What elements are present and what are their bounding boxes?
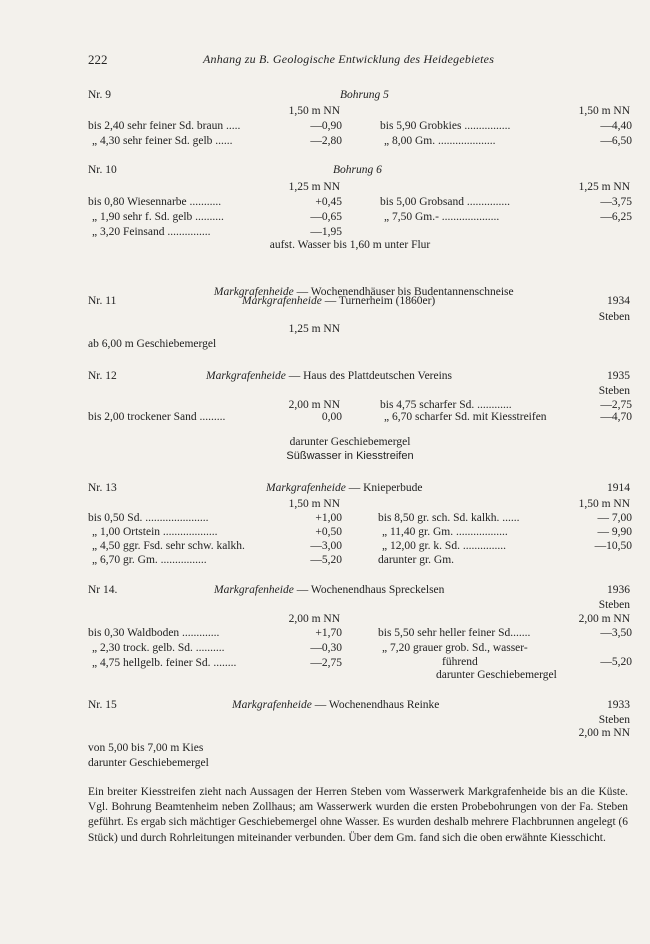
page-header [88,52,640,68]
entry-year: 1935 [607,370,630,382]
layer-value: —4,40 [600,120,632,132]
layer-value: —10,50 [594,540,632,552]
right-elevation: 1,50 m NN [578,498,630,510]
layer-depth: bis 8,50 gr. sch. Sd. kalkh. ...... [378,512,520,524]
layer-depth: „ 7,50 Gm.- .................... [384,211,500,223]
entry-number: Nr. 11 [88,295,117,307]
layer-depth: „ 6,70 gr. Gm. ................ [92,554,207,566]
layer-depth: bis 0,30 Waldboden ............. [88,627,220,639]
layer-value: — 7,00 [597,512,632,524]
layer-depth: bis 5,00 Grobsand ............... [380,196,511,208]
layer-value: —1,95 [310,226,342,238]
elevation: 1,25 m NN [288,323,340,335]
layer-value: —4,70 [600,411,632,423]
layer-depth: „ 7,20 grauer grob. Sd., wasser- [382,642,528,654]
layer-value: —3,75 [600,196,632,208]
layer-depth: führend [442,656,478,668]
entry-title: — Haus des Plattdeutschen Vereins [285,370,453,382]
layer-value: —2,75 [600,399,632,411]
layer-value: +0,50 [315,526,342,538]
layer-depth: bis 4,75 scharfer Sd. ............ [380,399,512,411]
entry-year: 1914 [607,482,630,494]
layer-depth: bis 5,50 sehr heller feiner Sd....... [378,627,531,639]
water-note: aufst. Wasser bis 1,60 m unter Flur [269,239,431,251]
elevation: 2,00 m NN [288,399,340,411]
entry-title: Bohrung 6 [333,164,382,176]
layer-value: —5,20 [310,554,342,566]
layer-depth: „ 11,40 gr. Gm. .................. [382,526,508,538]
layer-value: —0,90 [310,120,342,132]
entry-firm: Steben [598,714,630,726]
layer-value: —0,30 [310,642,342,654]
layer-value: —6,50 [600,135,632,147]
layer-value: — 9,90 [597,526,632,538]
entry-firm: Steben [598,599,630,611]
layer-tail: darunter Geschiebemergel [436,669,557,681]
layer-value: +1,70 [315,627,342,639]
entry-number: Nr. 10 [88,164,117,176]
entry-title-line [206,369,452,384]
right-elevation: 1,50 m NN [578,105,630,117]
entry-title: — Wochenendhaus Spreckelsen [293,584,445,596]
layer-value: —2,80 [310,135,342,147]
layer-depth: bis 2,40 sehr feiner Sd. braun ..... [88,120,241,132]
layer-value: +0,45 [315,196,342,208]
entry-number: Nr. 15 [88,699,117,711]
page-number: 222 [88,52,108,67]
layer-value: —3,50 [600,627,632,639]
entry-year: 1936 [607,584,630,596]
entry-number: Nr. 9 [88,89,111,101]
right-elevation: 1,25 m NN [578,181,630,193]
right-elevation: 2,00 m NN [578,613,630,625]
layer-depth: „ 4,75 hellgelb. feiner Sd. ........ [92,657,237,669]
layer-depth: „ 1,00 Ortstein ................... [92,526,218,538]
layer-value: —6,25 [600,211,632,223]
entry-title-line [214,583,444,598]
entry-title: Bohrung 5 [340,89,389,101]
layer-line: ab 6,00 m Geschiebemergel [88,338,217,350]
entry-title-line [232,698,439,713]
entry-year: 1934 [607,295,630,307]
layer-value: —5,20 [600,656,632,668]
layer-depth: „ 4,30 sehr feiner Sd. gelb ...... [92,135,233,147]
entry-title: — Wochenendhaus Reinke [311,699,440,711]
entry-title-line [242,294,435,309]
section-text: — Wochenendhäuser bis Budentannenschneise [293,286,514,298]
layer-value: —0,65 [310,211,342,223]
entry-place: Markgrafenheide [214,584,294,596]
layer-depth: bis 0,80 Wiesennarbe ........... [88,196,222,208]
entry-firm: Steben [598,385,630,397]
entry-number: Nr. 13 [88,482,117,494]
layer-depth: bis 5,90 Grobkies ................ [380,120,511,132]
layer-value: —2,75 [310,657,342,669]
entry-number: Nr. 12 [88,370,117,382]
layer-depth: „ 2,30 trock. gelb. Sd. .......... [92,642,225,654]
entry-place: Markgrafenheide [242,295,322,307]
layer-value: +1,00 [315,512,342,524]
layer-line: darunter Geschiebemergel [88,757,209,769]
entry-title: — Turnerheim (1860er) [321,295,436,307]
layer-value: 0,00 [321,411,342,423]
note: darunter Geschiebemergel [289,436,411,448]
layer-depth: „ 4,50 ggr. Fsd. sehr schw. kalkh. [92,540,245,552]
entry-place: Markgrafenheide [232,699,312,711]
entry-title: — Knieperbude [345,482,423,494]
layer-depth: „ 12,00 gr. k. Sd. ............... [382,540,506,552]
entry-number: Nr 14. [88,584,118,596]
layer-depth: „ 1,90 sehr f. Sd. gelb .......... [92,211,224,223]
layer-depth: „ 6,70 scharfer Sd. mit Kiesstreifen [384,411,547,423]
layer-depth: „ 3,20 Feinsand ............... [92,226,211,238]
left-elevation: 1,50 m NN [288,105,340,117]
entry-title-line [266,481,423,496]
entry-year: 1933 [607,699,630,711]
layer-line: von 5,00 bis 7,00 m Kies [88,742,204,754]
body-paragraph: Ein breiter Kiesstreifen zieht nach Aussagen der Herren Steben vom Wasserwerk Markgrafenheide bis an die Küste. Vgl. Bohrung Beamtenheim neben Zollhaus; am Wasserwerk wurden die ersten Probebohrungen von der Fa. Steben geführt. Es ergab sich mächtiger Geschiebemergel ohne Wasser. Es wurden deshalb mehrere Flachbrunnen angelegt (6 Stück) und durch Rohrleitungen miteinander verbunden. Über dem Gm. fand sich die oben erwähnte Kiesschicht. [88,786,628,844]
entry-firm: Steben [598,311,630,323]
left-elevation: 2,00 m NN [288,613,340,625]
section-place: Markgrafenheide [213,286,294,298]
left-elevation: 1,50 m NN [288,498,340,510]
layer-tail: darunter gr. Gm. [378,554,455,566]
entry-place: Markgrafenheide [206,370,286,382]
layer-depth: „ 8,00 Gm. .................... [384,135,496,147]
left-elevation: 1,25 m NN [288,181,340,193]
layer-depth: bis 0,50 Sd. ...................... [88,512,209,524]
layer-value: —3,00 [310,540,342,552]
entry-place: Markgrafenheide [266,482,346,494]
layer-depth: bis 2,00 trockener Sand ......... [88,411,226,423]
running-title: Anhang zu B. Geologische Entwicklung des Heidegebietes [203,52,495,66]
elevation: 2,00 m NN [578,727,630,739]
note: Süßwasser in Kiesstreifen [286,450,414,462]
